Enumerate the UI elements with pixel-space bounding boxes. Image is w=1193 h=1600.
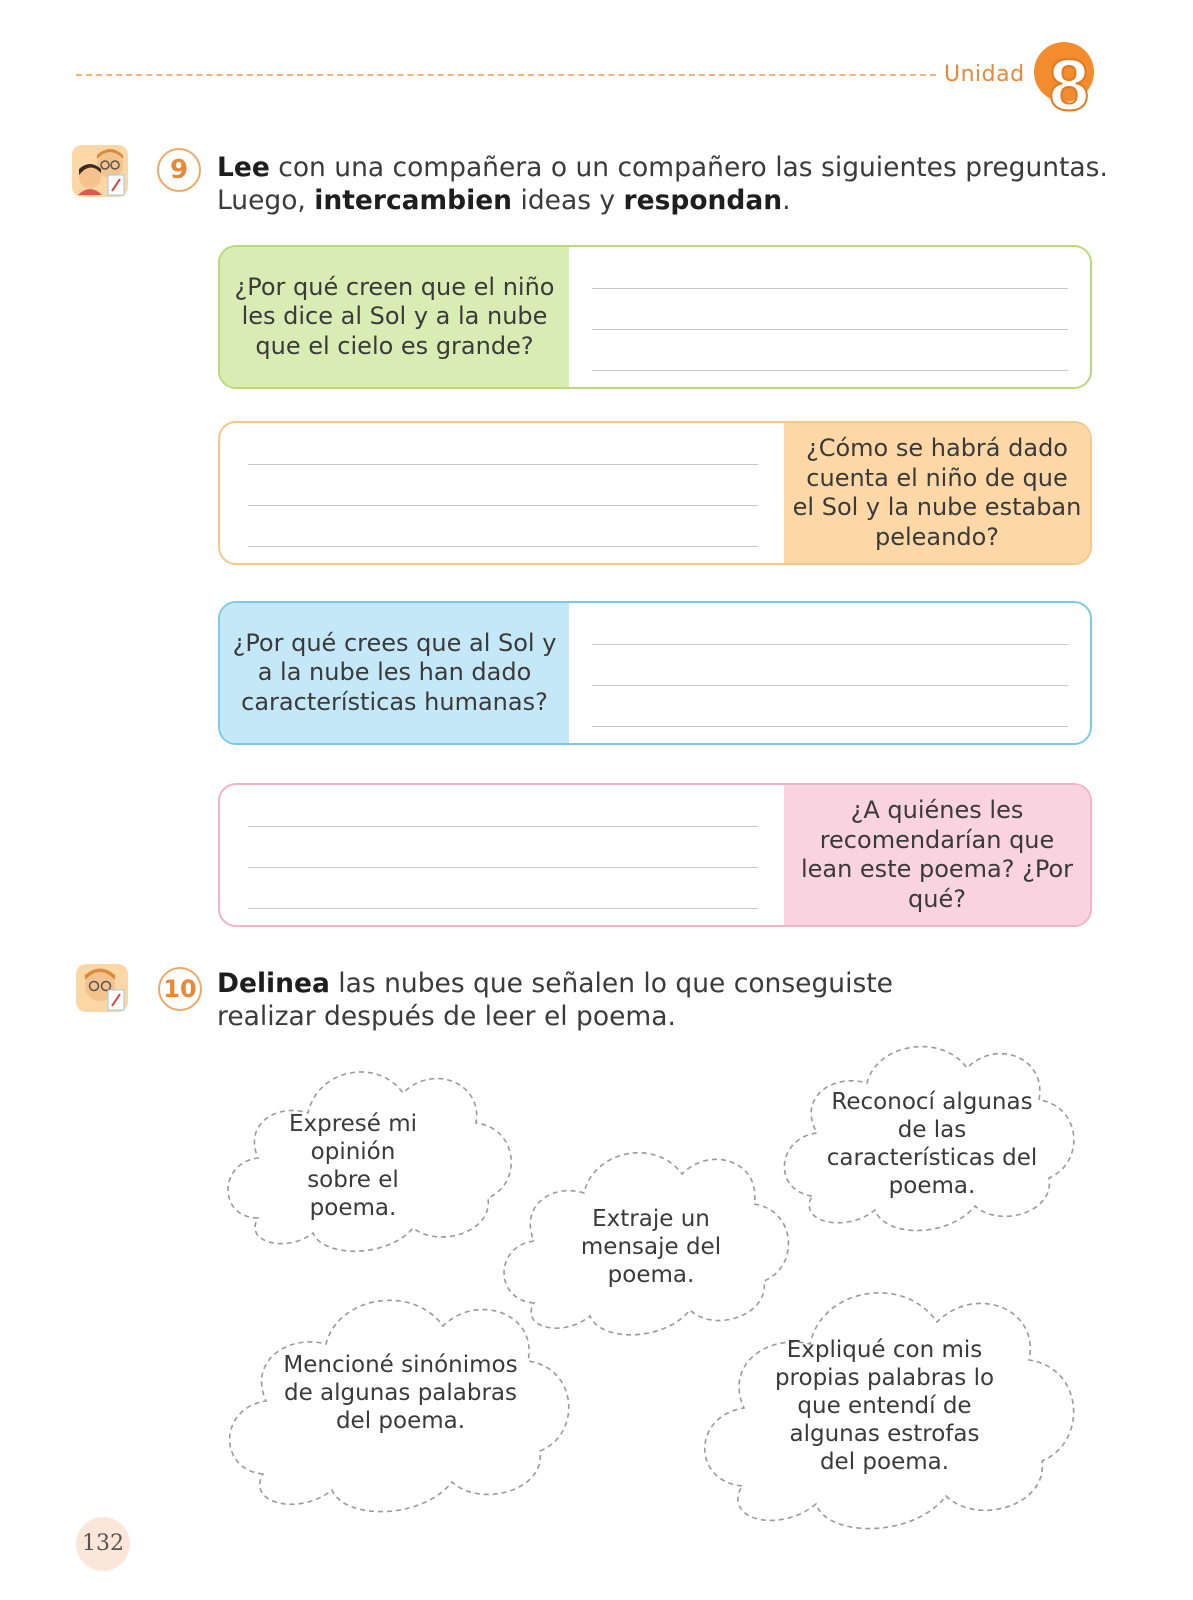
- answer-lines[interactable]: [248, 785, 758, 925]
- cloud-text: Expliqué con mis propias palabras lo que entendí de algunas estrofas del poema.: [774, 1337, 995, 1475]
- cloud-option[interactable]: [692, 1276, 1092, 1538]
- cloud-option[interactable]: [218, 1286, 588, 1518]
- question-box: [218, 601, 1092, 745]
- unit-badge: [1032, 34, 1104, 122]
- cloud-option[interactable]: [218, 1058, 528, 1258]
- pair-work-icon: [70, 143, 130, 203]
- question-box: [218, 783, 1092, 927]
- individual-work-icon: [74, 962, 130, 1018]
- cloud-text: Expresé mi opinión sobre el poema.: [288, 1111, 418, 1221]
- question-box: [218, 245, 1092, 389]
- question-text: ¿Cómo se habrá dado cuenta el niño de que el Sol y la nube estaban peleando?: [784, 423, 1090, 563]
- activity-number: 9: [157, 148, 201, 192]
- question-box: [218, 421, 1092, 565]
- cloud-text: Extraje un mensaje del poema.: [580, 1206, 722, 1288]
- answer-lines[interactable]: [592, 247, 1068, 387]
- cloud-text: Mencioné sinónimos de algunas palabras del poema.: [283, 1352, 518, 1434]
- page-number: 132: [76, 1517, 130, 1571]
- activity-9-instruction: Lee con una compañera o un compañero las siguientes preguntas. Luego, intercambien ideas y respondan.: [217, 152, 1108, 216]
- answer-lines[interactable]: [592, 603, 1068, 743]
- activity-10-instruction: Delinea las nubes que señalen lo que conseguiste realizar después de leer el poema.: [217, 968, 893, 1032]
- unit-number-icon: [1032, 34, 1104, 118]
- question-text: ¿A quiénes les recomendarían que lean este poema? ¿Por qué?: [784, 785, 1090, 925]
- unit-label: Unidad: [944, 62, 1025, 87]
- cloud-option[interactable]: [777, 1038, 1087, 1238]
- header-dashed-rule: [76, 74, 936, 76]
- unit-number: 8: [1048, 46, 1090, 118]
- cloud-text: Reconocí algunas de las características del poema.: [826, 1089, 1038, 1199]
- activity-number: 10: [158, 967, 202, 1011]
- question-text: ¿Por qué creen que el niño les dice al Sol y a la nube que el cielo es grande?: [220, 247, 569, 387]
- question-text: ¿Por qué crees que al Sol y a la nube les han dado características humanas?: [220, 603, 569, 743]
- answer-lines[interactable]: [248, 423, 758, 563]
